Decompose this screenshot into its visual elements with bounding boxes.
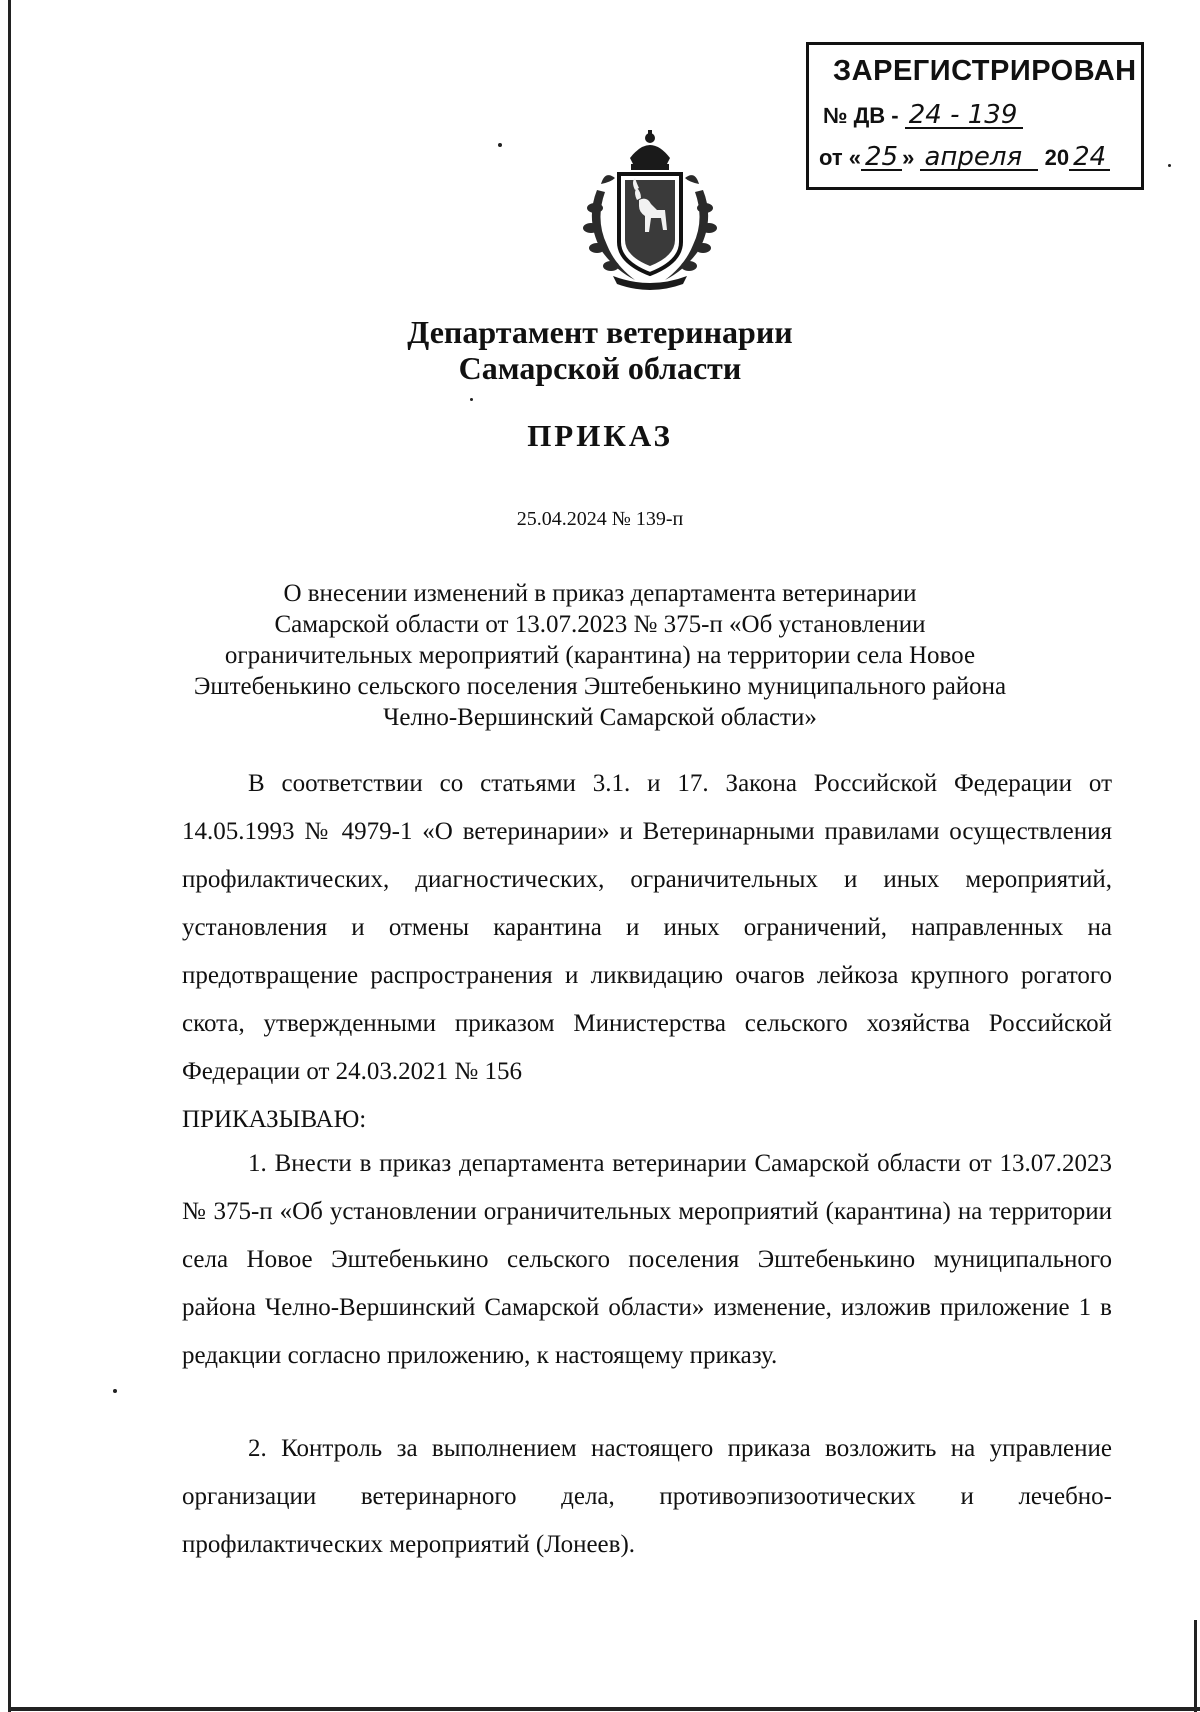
samara-coat-of-arms-icon <box>575 130 725 290</box>
scan-speck <box>1168 164 1171 167</box>
department-line-2: Самарской области <box>458 350 742 386</box>
stamp-date-mid: » <box>902 145 915 170</box>
stamp-date-year-prefix: 20 <box>1044 145 1070 170</box>
registration-stamp <box>806 42 1144 190</box>
order-item-1 <box>182 1140 1112 1380</box>
stamp-title: ЗАРЕГИСТРИРОВАН <box>833 55 1137 87</box>
order-item-2-text: 2. Контроль за выполнением настоящего приказа возложить на управление организации ветеринарного дела, противоэпизоотических и лечебно-профилактических мероприятий (Лонеев). <box>182 1435 1112 1558</box>
stamp-date-year-suffix: 24 <box>1069 145 1110 171</box>
stamp-date-day: 25 <box>861 145 902 171</box>
order-subject <box>0 578 1200 733</box>
order-word: ПРИКАЗЫВАЮ: <box>182 1106 367 1133</box>
subject-line: О внесении изменений в приказ департамента ветеринарии <box>283 580 917 607</box>
order-item-1-text: 1. Внести в приказ департамента ветеринарии Самарской области от 13.07.2023 № 375-п «Об установлении ограничительных мероприятий (карантина) на территории села Новое Эштебенькино сельского поселения Эштебенькино муниципального района Челно-Вершинский Самарской области» изменение, изложив приложение 1 в редакции согласно приложению, к настоящему приказу. <box>182 1150 1112 1369</box>
scan-bottom-edge <box>10 1707 1200 1711</box>
order-item-2 <box>182 1425 1112 1569</box>
preamble-section <box>182 760 1112 1144</box>
document-type: ПРИКАЗ <box>527 418 673 453</box>
subject-line: ограничительных мероприятий (карантина) на территории села Новое <box>224 642 976 669</box>
department-line-1: Департамент ветеринарии <box>407 314 793 350</box>
department-name <box>0 314 1200 386</box>
stamp-date-month: апреля <box>920 145 1038 171</box>
scan-speck <box>113 1389 117 1393</box>
scan-left-edge <box>8 0 11 1712</box>
order-date-number: 25.04.2024 № 139-п <box>516 508 684 530</box>
preamble-paragraph: В соответствии со статьями 3.1. и 17. Закона Российской Федерации от 14.05.1993 № 4979-1 «О ветеринарии» и Ветеринарными правилами осуществления профилактических, диагностических, ограничительных и иных мероприятий, установления и отмены карантина и иных ограничений, направленных на предотвращение распространения и ликвидацию очагов лейкоза крупного рогатого скота, утвержденными приказом Министерства сельского хозяйства Российской Федерации от 24.03.2021 № 156 <box>182 770 1112 1085</box>
stamp-number-value: 24 - 139 <box>905 103 1023 129</box>
stamp-date-line <box>819 142 1110 172</box>
subject-line: Самарской области от 13.07.2023 № 375-п «Об установлении <box>274 611 926 638</box>
scan-speck <box>498 143 502 147</box>
subject-line: Челно-Вершинский Самарской области» <box>383 704 817 731</box>
stamp-number-prefix: № ДВ - <box>823 103 899 128</box>
scan-bottom-right-edge <box>1194 1620 1197 1712</box>
stamp-number-line <box>823 100 1023 130</box>
subject-line: Эштебенькино сельского поселения Эштебенькино муниципального района <box>193 673 1007 700</box>
scan-speck <box>470 398 473 401</box>
stamp-date-prefix: от « <box>819 145 862 170</box>
